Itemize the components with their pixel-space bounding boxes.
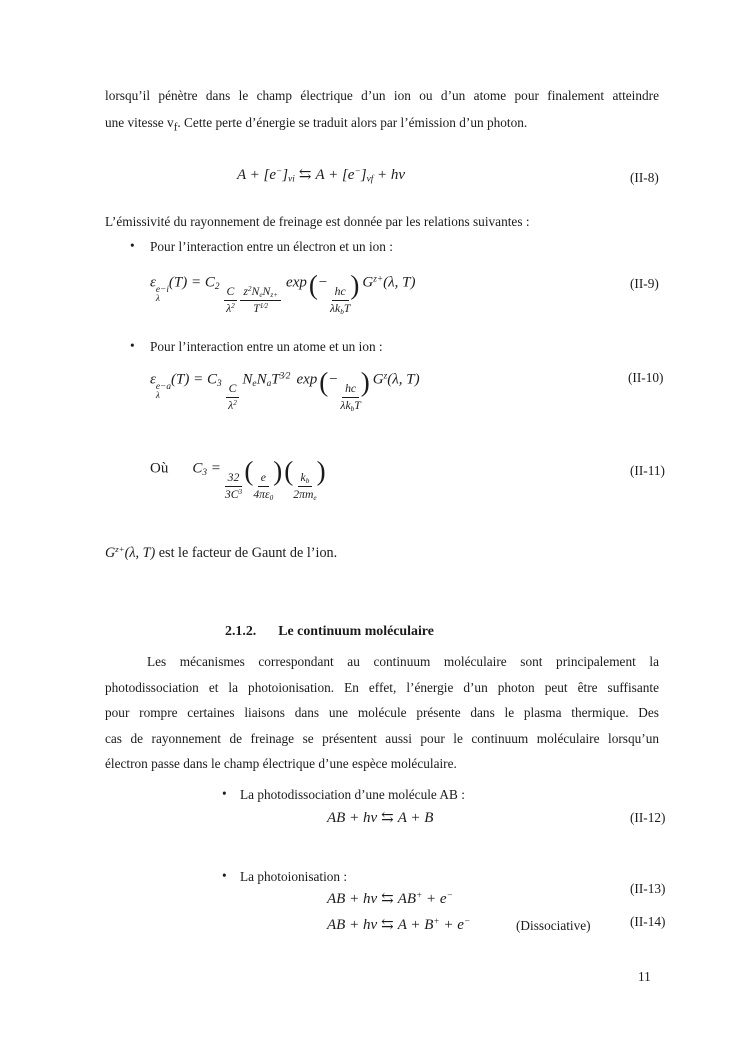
bullet-dot-icon: • xyxy=(222,786,227,801)
paragraph-line: Les mécanismes correspondant au continuum moléculaire sont principalement la xyxy=(147,654,659,669)
equation-II-12: AB + hν ⇆ A + B xyxy=(327,810,434,826)
bullet-dot-icon: • xyxy=(130,338,135,353)
equation-label-II-11: (II-11) xyxy=(630,463,665,478)
bullet-electron-ion: Pour l’interaction entre un électron et un ion : xyxy=(150,239,393,254)
intro-paragraph-line-2: une vitesse $v_f$. Cette perte d’énergie se traduit alors par l’émission d’un photon. xyxy=(105,115,528,134)
dissociative-note: (Dissociative) xyxy=(516,918,591,933)
equation-II-13: AB + hν ⇆ AB+ + e− xyxy=(327,890,453,907)
equation-II-9: ε e−i λ $(T) = C_2$ $\frac{C}{\lambda^2}$ $\frac{z^2N_eN_{z+}}{T^{1⁄2}}$ exp(− $\frac{hc}{\lambda k_bT}$ ) $G^{z+}(\lambda$, T) xyxy=(150,270,416,316)
section-number: 2.1.2. xyxy=(225,624,257,639)
section-heading xyxy=(225,624,434,640)
bullet-photodissociation: La photodissociation d’une molécule AB : xyxy=(240,787,465,802)
gaunt-factor-note: $G^{z+}(\lambda$, T) est le facteur de Gaunt de l’ion. xyxy=(105,544,338,561)
equation-II-11: Où $C_3$ = $\frac{32}{3C^3}$ ( $\frac{e}{4\pi\varepsilon_0}$ )( $\frac{k_b}{2\pi m_e}$ ) xyxy=(150,456,326,502)
paragraph-line: cas de rayonnement de freinage se présentent aussi pour le continuum moléculaire lorsqu’un xyxy=(105,731,659,746)
emissivity-intro-line: L’émissivité du rayonnement de freinage est donnée par les relations suivantes : xyxy=(105,214,530,229)
equation-label-II-14: (II-14) xyxy=(630,914,666,929)
equation-label-II-12: (II-12) xyxy=(630,810,666,825)
equation-label-II-8: (II-8) xyxy=(630,170,659,185)
paragraph-line: électron passe dans le champ électrique d’une espèce moléculaire. xyxy=(105,756,457,771)
bullet-atom-ion: Pour l’interaction entre un atome et un ion : xyxy=(150,339,383,354)
equation-II-8: $A + [e^-]_{vi}$ ⇆ $A + [e^-]_{vf} + h\nu$ xyxy=(237,166,406,185)
bullet-dot-icon: • xyxy=(222,868,227,883)
page-number: 11 xyxy=(638,969,651,984)
paragraph-line: pour rompre certaines liaisons dans une molécule présente dans le plasma thermique. Des xyxy=(105,705,659,720)
equation-label-II-10: (II-10) xyxy=(628,370,664,385)
equation-label-II-13: (II-13) xyxy=(630,881,666,896)
bullet-photoionisation: La photoionisation : xyxy=(240,869,348,884)
paragraph-line: photodissociation et la photoionisation. En effet, l’énergie d’un photon peut être suffisante xyxy=(105,680,659,695)
equation-label-II-9: (II-9) xyxy=(630,276,659,291)
section-title: Le continuum moléculaire xyxy=(278,624,434,639)
equation-II-14: AB + hν ⇆ A + B+ + e− xyxy=(327,916,471,933)
equation-II-10: ε e−a λ $(T) = C_3$ $\frac{C}{\lambda^2}$ $N_eN_aT^{3⁄2}$ exp(− $\frac{hc}{\lambda k_bT}$ ) $G^z(\lambda$, T) xyxy=(150,367,420,413)
intro-paragraph-line-1: lorsqu’il pénètre dans le champ électrique d’un ion ou d’un atome pour finalement atteindre xyxy=(105,88,659,103)
bullet-dot-icon: • xyxy=(130,238,135,253)
